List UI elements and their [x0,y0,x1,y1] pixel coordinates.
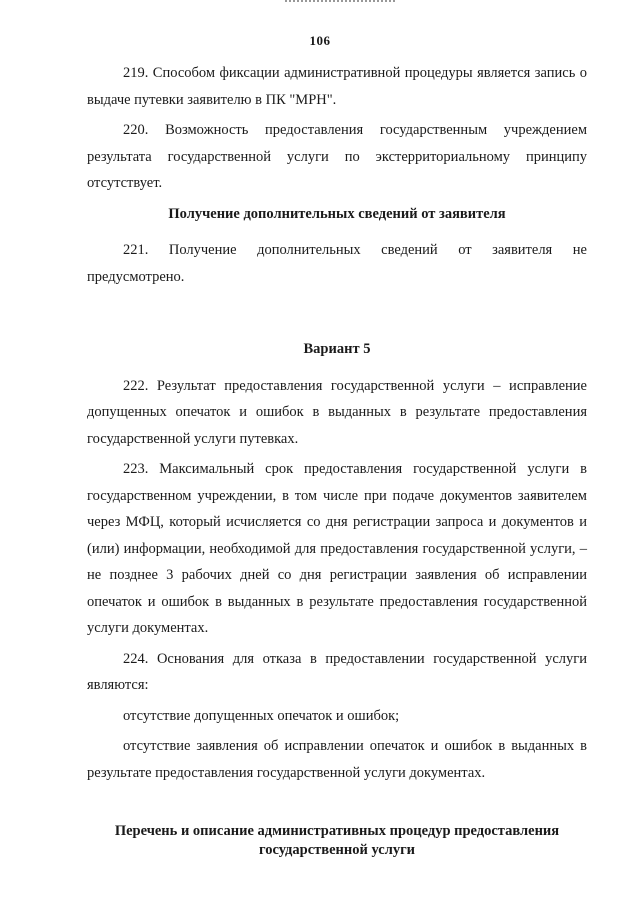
paragraph-224: 224. Основания для отказа в предоставлении государственной услуги являются: [87,650,587,693]
heading-procedures [87,822,587,860]
paragraph-220: 220. Возможность предоставления государственным учреждением результата государственной услуги по экстерриториальному принципу отсутствует. [87,122,587,191]
p221-word: дополнительных [257,242,361,258]
p221-word: от [458,242,472,258]
p221-word: не [572,242,587,258]
document-body [87,60,587,860]
p221-word: сведений [381,242,438,258]
p221-word: 221. [123,242,149,258]
page-number: 106 [309,33,331,48]
p221-word: Получение [168,242,237,258]
heading-procedures-line1: Перечень и описание административных процедур предоставления [114,823,560,839]
p221-word: заявителя [492,242,553,258]
paragraph-222: 222. Результат предоставления государственной услуги – исправление допущенных опечаток и ошибок в выданных в результате предоставления государственной услуги путевках. [87,377,587,447]
paragraph-221-line2: предусмотрено. [87,268,185,285]
scan-artifact [285,0,395,7]
paragraph-221-line1 [87,237,587,264]
paragraph-219: 219. Способом фиксации административной процедуры является запись о выдаче путевки заявителю в ПК "МРН". [87,65,587,108]
heading-procedures-line2: государственной услуги [258,842,416,858]
heading-variant: Вариант 5 [303,341,371,357]
heading-additional-info: Получение дополнительных сведений от заявителя [168,205,506,222]
paragraph-223: 223. Максимальный срок предоставления государственной услуги в государственном учреждении, в том числе при подаче документов заявителем через МФЦ, который исчисляется со дня регистрации запроса и документов и (или) информации, необходимой для предоставления государственной услуги, – не позднее 3 рабочих дней со дня регистрации заявления об исправлении опечаток и ошибок в выданных в результате предоставления государственной услуги документах. [87,461,587,636]
paragraph-224-item-b: отсутствие заявления об исправлении опечаток и ошибок в выданных в результате предоставления государственной услуги документах. [87,738,587,781]
paragraph-224-item-a: отсутствие допущенных опечаток и ошибок; [123,707,400,724]
